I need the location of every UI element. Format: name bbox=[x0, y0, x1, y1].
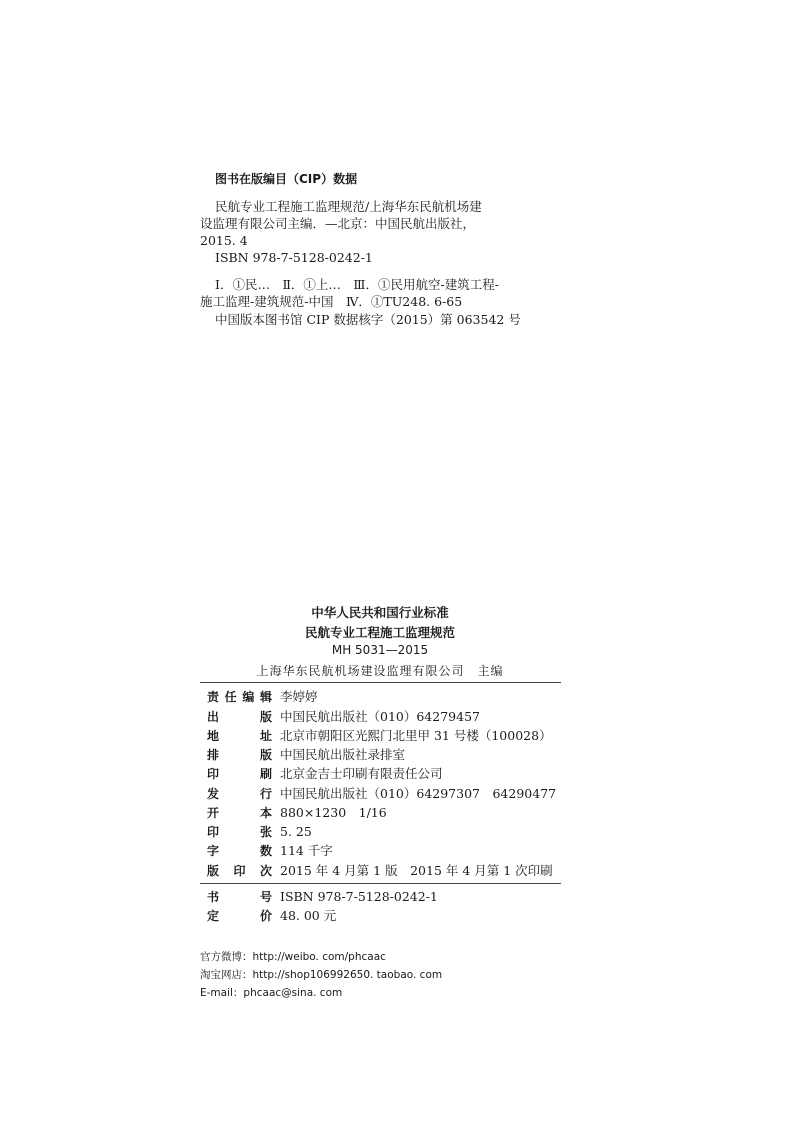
colophon-row: 印刷 北京金吉士印刷有限责任公司 bbox=[207, 766, 443, 781]
colophon-row: 印张 5. 25 bbox=[207, 824, 312, 839]
email-link[interactable]: E-mail：phcaac@sina. com bbox=[200, 987, 343, 999]
colophon-row: 字数 114 千字 bbox=[207, 843, 333, 858]
colophon-row: 定价 48. 00 元 bbox=[207, 908, 337, 923]
cip-line: Ⅰ．①民… Ⅱ．①上… Ⅲ．①民用航空-建筑工程- bbox=[215, 277, 499, 292]
cip-line: 中国版本图书馆 CIP 数据核字（2015）第 063542 号 bbox=[215, 312, 521, 327]
colophon-row: 开本 880×1230 1/16 bbox=[207, 805, 387, 820]
taobao-link[interactable]: 淘宝网店：http://shop106992650. taobao. com bbox=[200, 969, 443, 981]
colophon-row: 书号 ISBN 978-7-5128-0242-1 bbox=[207, 889, 438, 904]
cip-line: 设监理有限公司主编．—北京：中国民航出版社， bbox=[200, 216, 476, 231]
cip-line: 民航专业工程施工监理规范/上海华东民航机场建 bbox=[215, 199, 482, 214]
colophon-row: 地址 北京市朝阳区光熙门北里甲 31 号楼（100028） bbox=[207, 728, 552, 743]
editor-org: 上海华东民航机场建设监理有限公司 主编 bbox=[256, 664, 504, 678]
cip-line: ISBN 978-7-5128-0242-1 bbox=[215, 250, 373, 265]
divider bbox=[200, 682, 561, 683]
divider bbox=[200, 883, 561, 884]
weibo-link[interactable]: 官方微博：http://weibo. com/phcaac bbox=[200, 951, 386, 963]
colophon-row: 责任编辑 李婷婷 bbox=[207, 689, 318, 704]
colophon-row: 排版 中国民航出版社录排室 bbox=[207, 747, 406, 762]
cip-line: 2015. 4 bbox=[200, 233, 248, 248]
colophon-row: 出版 中国民航出版社（010）64279457 bbox=[207, 709, 480, 724]
colophon-row: 发行 中国民航出版社（010）64297307 64290477 bbox=[207, 786, 557, 801]
series-title: 中华人民共和国行业标准 bbox=[311, 605, 449, 620]
cip-line: 施工监理-建筑规范-中国 Ⅳ．①TU248. 6-65 bbox=[200, 294, 463, 309]
cip-heading: 图书在版编目（CIP）数据 bbox=[215, 172, 358, 186]
standard-code: MH 5031—2015 bbox=[331, 643, 429, 657]
book-title: 民航专业工程施工监理规范 bbox=[304, 625, 455, 640]
colophon-row: 版印次 2015 年 4 月第 1 版 2015 年 4 月第 1 次印刷 bbox=[207, 863, 553, 878]
